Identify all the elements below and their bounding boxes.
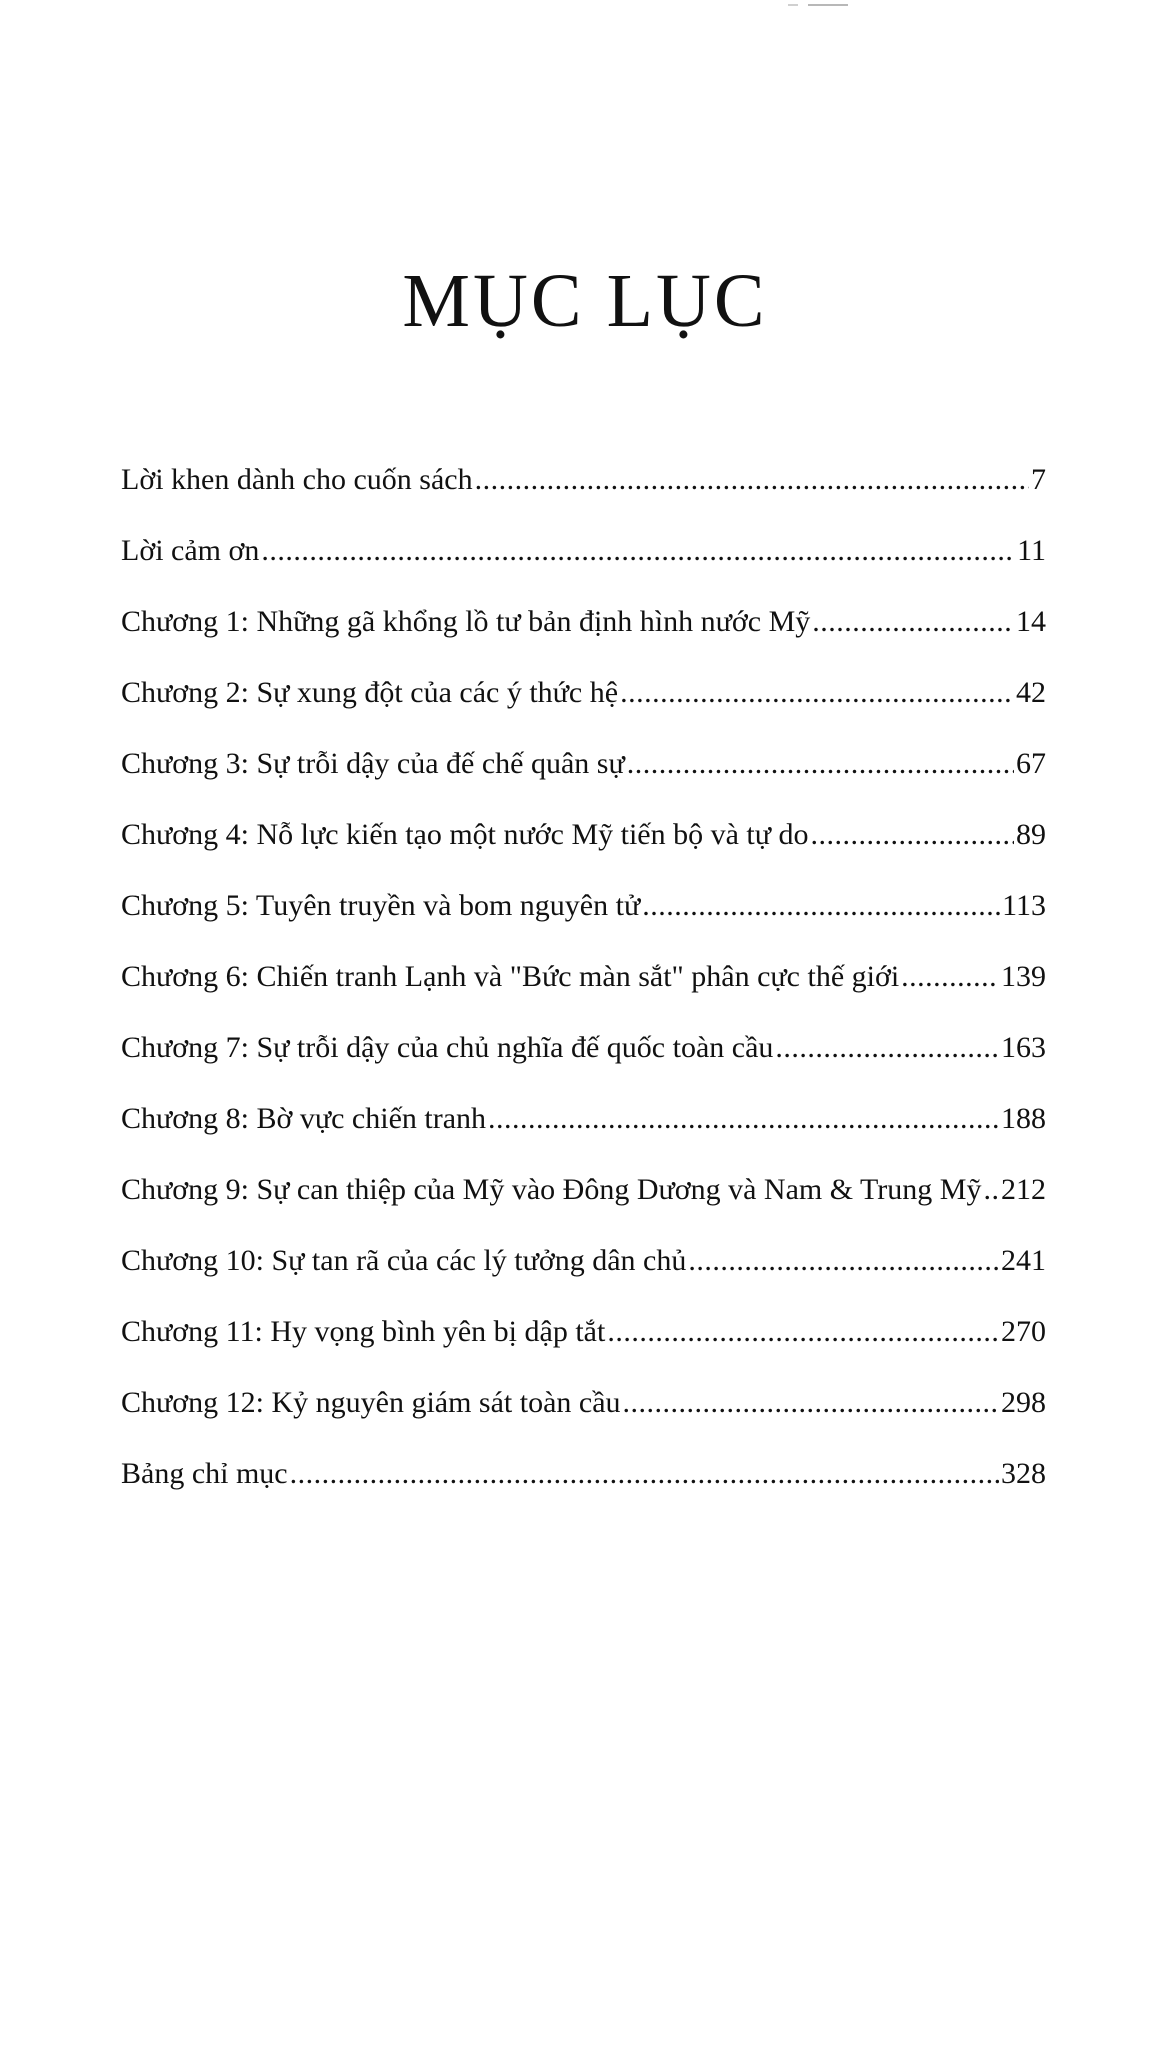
toc-entry-page: 328 [1001, 1457, 1046, 1490]
page-title: MỤC LỤC [402, 258, 768, 343]
toc-entry-label: Chương 12: Kỷ nguyên giám sát toàn cầu [121, 1386, 621, 1419]
toc-entry-page: 241 [1001, 1244, 1046, 1277]
toc-entry-label: Chương 10: Sự tan rã của các lý tưởng dân chủ [121, 1244, 687, 1277]
toc-entry[interactable] [121, 605, 1046, 676]
scan-mark-small [788, 4, 798, 6]
toc-entry[interactable] [121, 1244, 1046, 1315]
toc-entry-label: Chương 7: Sự trỗi dậy của chủ nghĩa đế quốc toàn cầu [121, 1031, 774, 1064]
toc-entry-page: 188 [1001, 1102, 1046, 1135]
toc-leader-dots [607, 1315, 999, 1348]
toc-leader-dots [811, 818, 1014, 851]
toc-entry[interactable] [121, 1102, 1046, 1173]
table-of-contents [121, 463, 1046, 1528]
toc-entry-page: 14 [1016, 605, 1046, 638]
toc-entry[interactable] [121, 1386, 1046, 1457]
toc-entry-label: Chương 2: Sự xung đột của các ý thức hệ [121, 676, 619, 709]
toc-entry-label: Chương 1: Những gã khổng lồ tư bản định hình nước Mỹ [121, 605, 811, 638]
toc-entry[interactable] [121, 676, 1046, 747]
toc-leader-dots [901, 960, 999, 993]
toc-entry-label: Chương 5: Tuyên truyền và bom nguyên tử [121, 889, 641, 922]
toc-entry-label: Chương 4: Nỗ lực kiến tạo một nước Mỹ tiến bộ và tự do [121, 818, 809, 851]
toc-entry-page: 89 [1016, 818, 1046, 851]
toc-entry-label: Chương 6: Chiến tranh Lạnh và "Bức màn sắt" phân cực thế giới [121, 960, 900, 993]
toc-entry-page: 270 [1001, 1315, 1046, 1348]
toc-entry[interactable] [121, 889, 1046, 960]
toc-entry-label: Chương 8: Bờ vực chiến tranh [121, 1102, 487, 1135]
toc-entry[interactable] [121, 463, 1046, 534]
toc-entry-label: Bảng chỉ mục [121, 1457, 288, 1490]
toc-entry-label: Chương 3: Sự trỗi dậy của đế chế quân sự [121, 747, 625, 780]
toc-leader-dots [775, 1031, 999, 1064]
toc-entry-page: 42 [1016, 676, 1046, 709]
toc-entry[interactable] [121, 818, 1046, 889]
toc-entry-label: Chương 9: Sự can thiệp của Mỹ vào Đông Dương và Nam & Trung Mỹ [121, 1173, 982, 1206]
toc-entry-page: 7 [1031, 463, 1046, 496]
toc-entry-page: 212 [1001, 1173, 1046, 1206]
scan-mark [808, 4, 848, 6]
toc-leader-dots [642, 889, 1000, 922]
toc-leader-dots [983, 1173, 999, 1206]
toc-leader-dots [488, 1102, 999, 1135]
toc-leader-dots [261, 534, 1015, 567]
toc-entry-page: 67 [1016, 747, 1046, 780]
toc-entry[interactable] [121, 747, 1046, 818]
toc-leader-dots [627, 747, 1014, 780]
toc-entry-page: 298 [1001, 1386, 1046, 1419]
toc-leader-dots [688, 1244, 999, 1277]
toc-entry[interactable] [121, 534, 1046, 605]
toc-entry[interactable] [121, 1457, 1046, 1528]
toc-entry-page: 113 [1002, 889, 1046, 922]
toc-entry-page: 139 [1001, 960, 1046, 993]
toc-leader-dots [812, 605, 1014, 638]
toc-entry[interactable] [121, 1031, 1046, 1102]
toc-entry-label: Chương 11: Hy vọng bình yên bị dập tắt [121, 1315, 606, 1348]
toc-entry[interactable] [121, 1315, 1046, 1386]
toc-leader-dots [620, 676, 1014, 709]
toc-leader-dots [290, 1457, 999, 1490]
toc-entry-label: Lời cảm ơn [121, 534, 260, 567]
toc-entry-page: 163 [1001, 1031, 1046, 1064]
toc-leader-dots [475, 463, 1029, 496]
toc-leader-dots [623, 1386, 999, 1419]
toc-entry-page: 11 [1017, 534, 1046, 567]
toc-entry[interactable] [121, 960, 1046, 1031]
toc-entry[interactable] [121, 1173, 1046, 1244]
toc-entry-label: Lời khen dành cho cuốn sách [121, 463, 473, 496]
